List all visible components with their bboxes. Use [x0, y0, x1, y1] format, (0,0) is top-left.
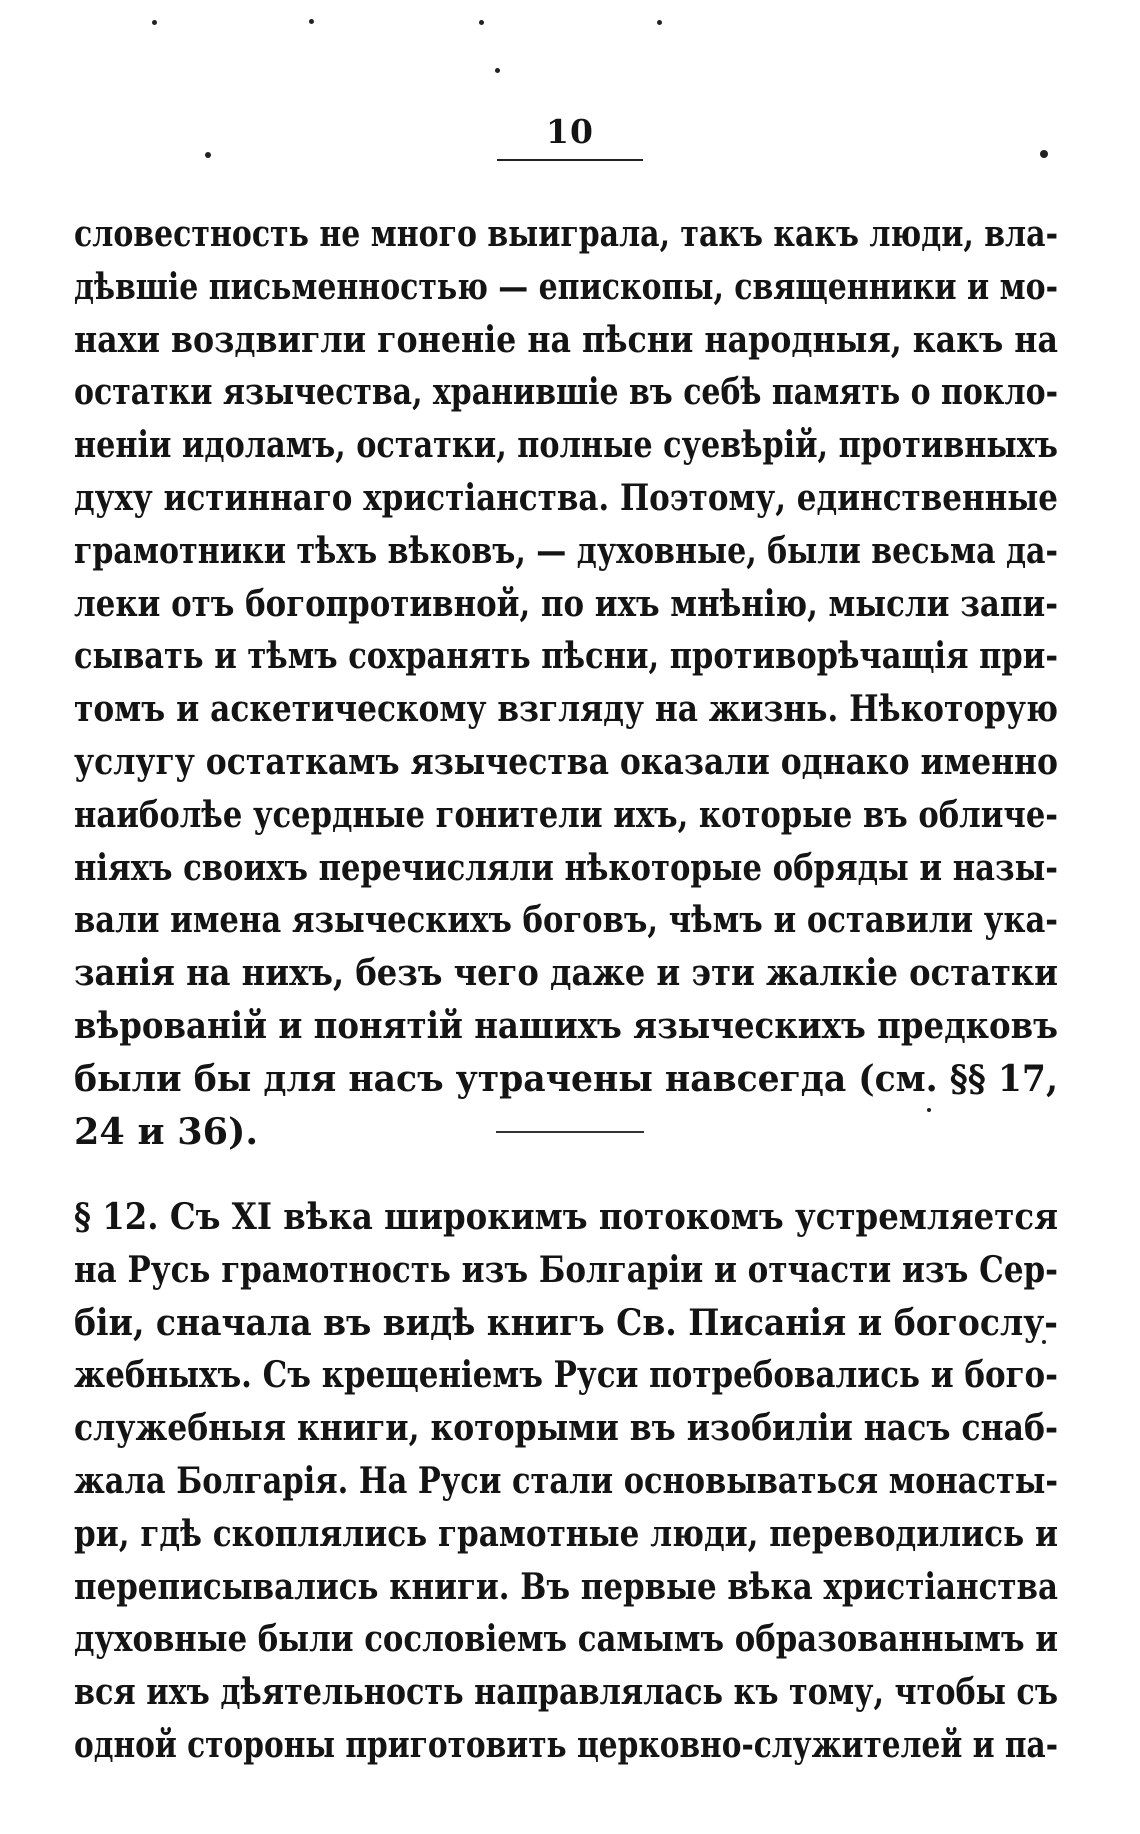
text-line: одной стороны приготовить церковно-служителей и па- [74, 1722, 1058, 1766]
section-divider [496, 1131, 644, 1133]
text-line: нахи воздвигли гоненіе на пѣсни народныя, какъ на [74, 317, 1058, 361]
text-line: жебныхъ. Съ крещеніемъ Руси потребовались и бого- [74, 1353, 1058, 1397]
text-line: вали имена языческихъ боговъ, чѣмъ и оставили ука- [74, 898, 1058, 942]
text-line: духу истиннаго христіанства. Поэтому, единственные [74, 475, 1058, 519]
text-line: занія на нихъ, безъ чего даже и эти жалкіе остатки [74, 951, 1058, 995]
print-speck [309, 19, 314, 24]
text-line: наиболѣе усердные гонители ихъ, которые въ обличе- [74, 792, 1058, 836]
text-line: біи, сначала въ видѣ книгъ Св. Писанія и богослу- [74, 1300, 1058, 1344]
print-speck [152, 20, 157, 25]
text-line: услугу остаткамъ язычества оказали однако именно [74, 739, 1058, 783]
print-speck [657, 20, 662, 25]
text-line: служебныя книги, которыми въ изобиліи насъ снаб- [74, 1406, 1058, 1450]
text-line: неніи идоламъ, остатки, полные суевѣрій, противныхъ [74, 423, 1058, 467]
text-line: ніяхъ своихъ перечисляли нѣкоторые обряды и назы- [74, 845, 1058, 889]
print-speck [1040, 150, 1048, 158]
text-line: сывать и тѣмъ сохранять пѣсни, противорѣчащія при- [74, 634, 1058, 678]
text-line: духовные были сословіемъ самымъ образованнымъ и [74, 1617, 1058, 1661]
text-line: дѣвшіе письменностью — епископы, священники и мо- [74, 264, 1058, 308]
text-line: § 12. Съ XI вѣка широкимъ потокомъ устремляется [74, 1195, 1058, 1238]
text-line: 24 и 36). [74, 1109, 259, 1153]
section-12-paragraph [74, 1191, 1058, 1772]
text-line: ри, гдѣ скоплялись грамотные люди, переводились и [74, 1511, 1058, 1555]
print-speck [495, 68, 500, 73]
paragraph-continuation [74, 208, 1058, 1158]
text-line: леки отъ богопротивной, по ихъ мнѣнію, мысли запи- [74, 581, 1058, 625]
text-line: грамотники тѣхъ вѣковъ, — духовные, были весьма да- [74, 528, 1058, 572]
page-number-rule [497, 159, 643, 161]
text-line: остатки язычества, хранившіе въ себѣ память о покло- [74, 370, 1058, 414]
page-number: 10 [546, 112, 594, 151]
text-line: были бы для насъ утрачены навсегда (см. §§ 17, [74, 1056, 1058, 1100]
text-line: томъ и аскетическому взгляду на жизнь. Нѣкоторую [74, 687, 1058, 731]
print-speck [479, 20, 484, 25]
text-line: на Русь грамотность изъ Болгаріи и отчасти изъ Сер- [74, 1247, 1058, 1291]
text-line: словестность не много выиграла, такъ какъ люди, вла- [74, 212, 1058, 255]
print-speck [205, 152, 211, 158]
text-line: вѣрованій и понятій нашихъ языческихъ предковъ [74, 1003, 1058, 1047]
text-line: вся ихъ дѣятельность направлялась къ тому, чтобы съ [74, 1670, 1058, 1714]
text-line: жала Болгарія. На Руси стали основываться монасты- [74, 1458, 1058, 1502]
text-line: переписывались книги. Въ первые вѣка христіанства [74, 1564, 1058, 1608]
